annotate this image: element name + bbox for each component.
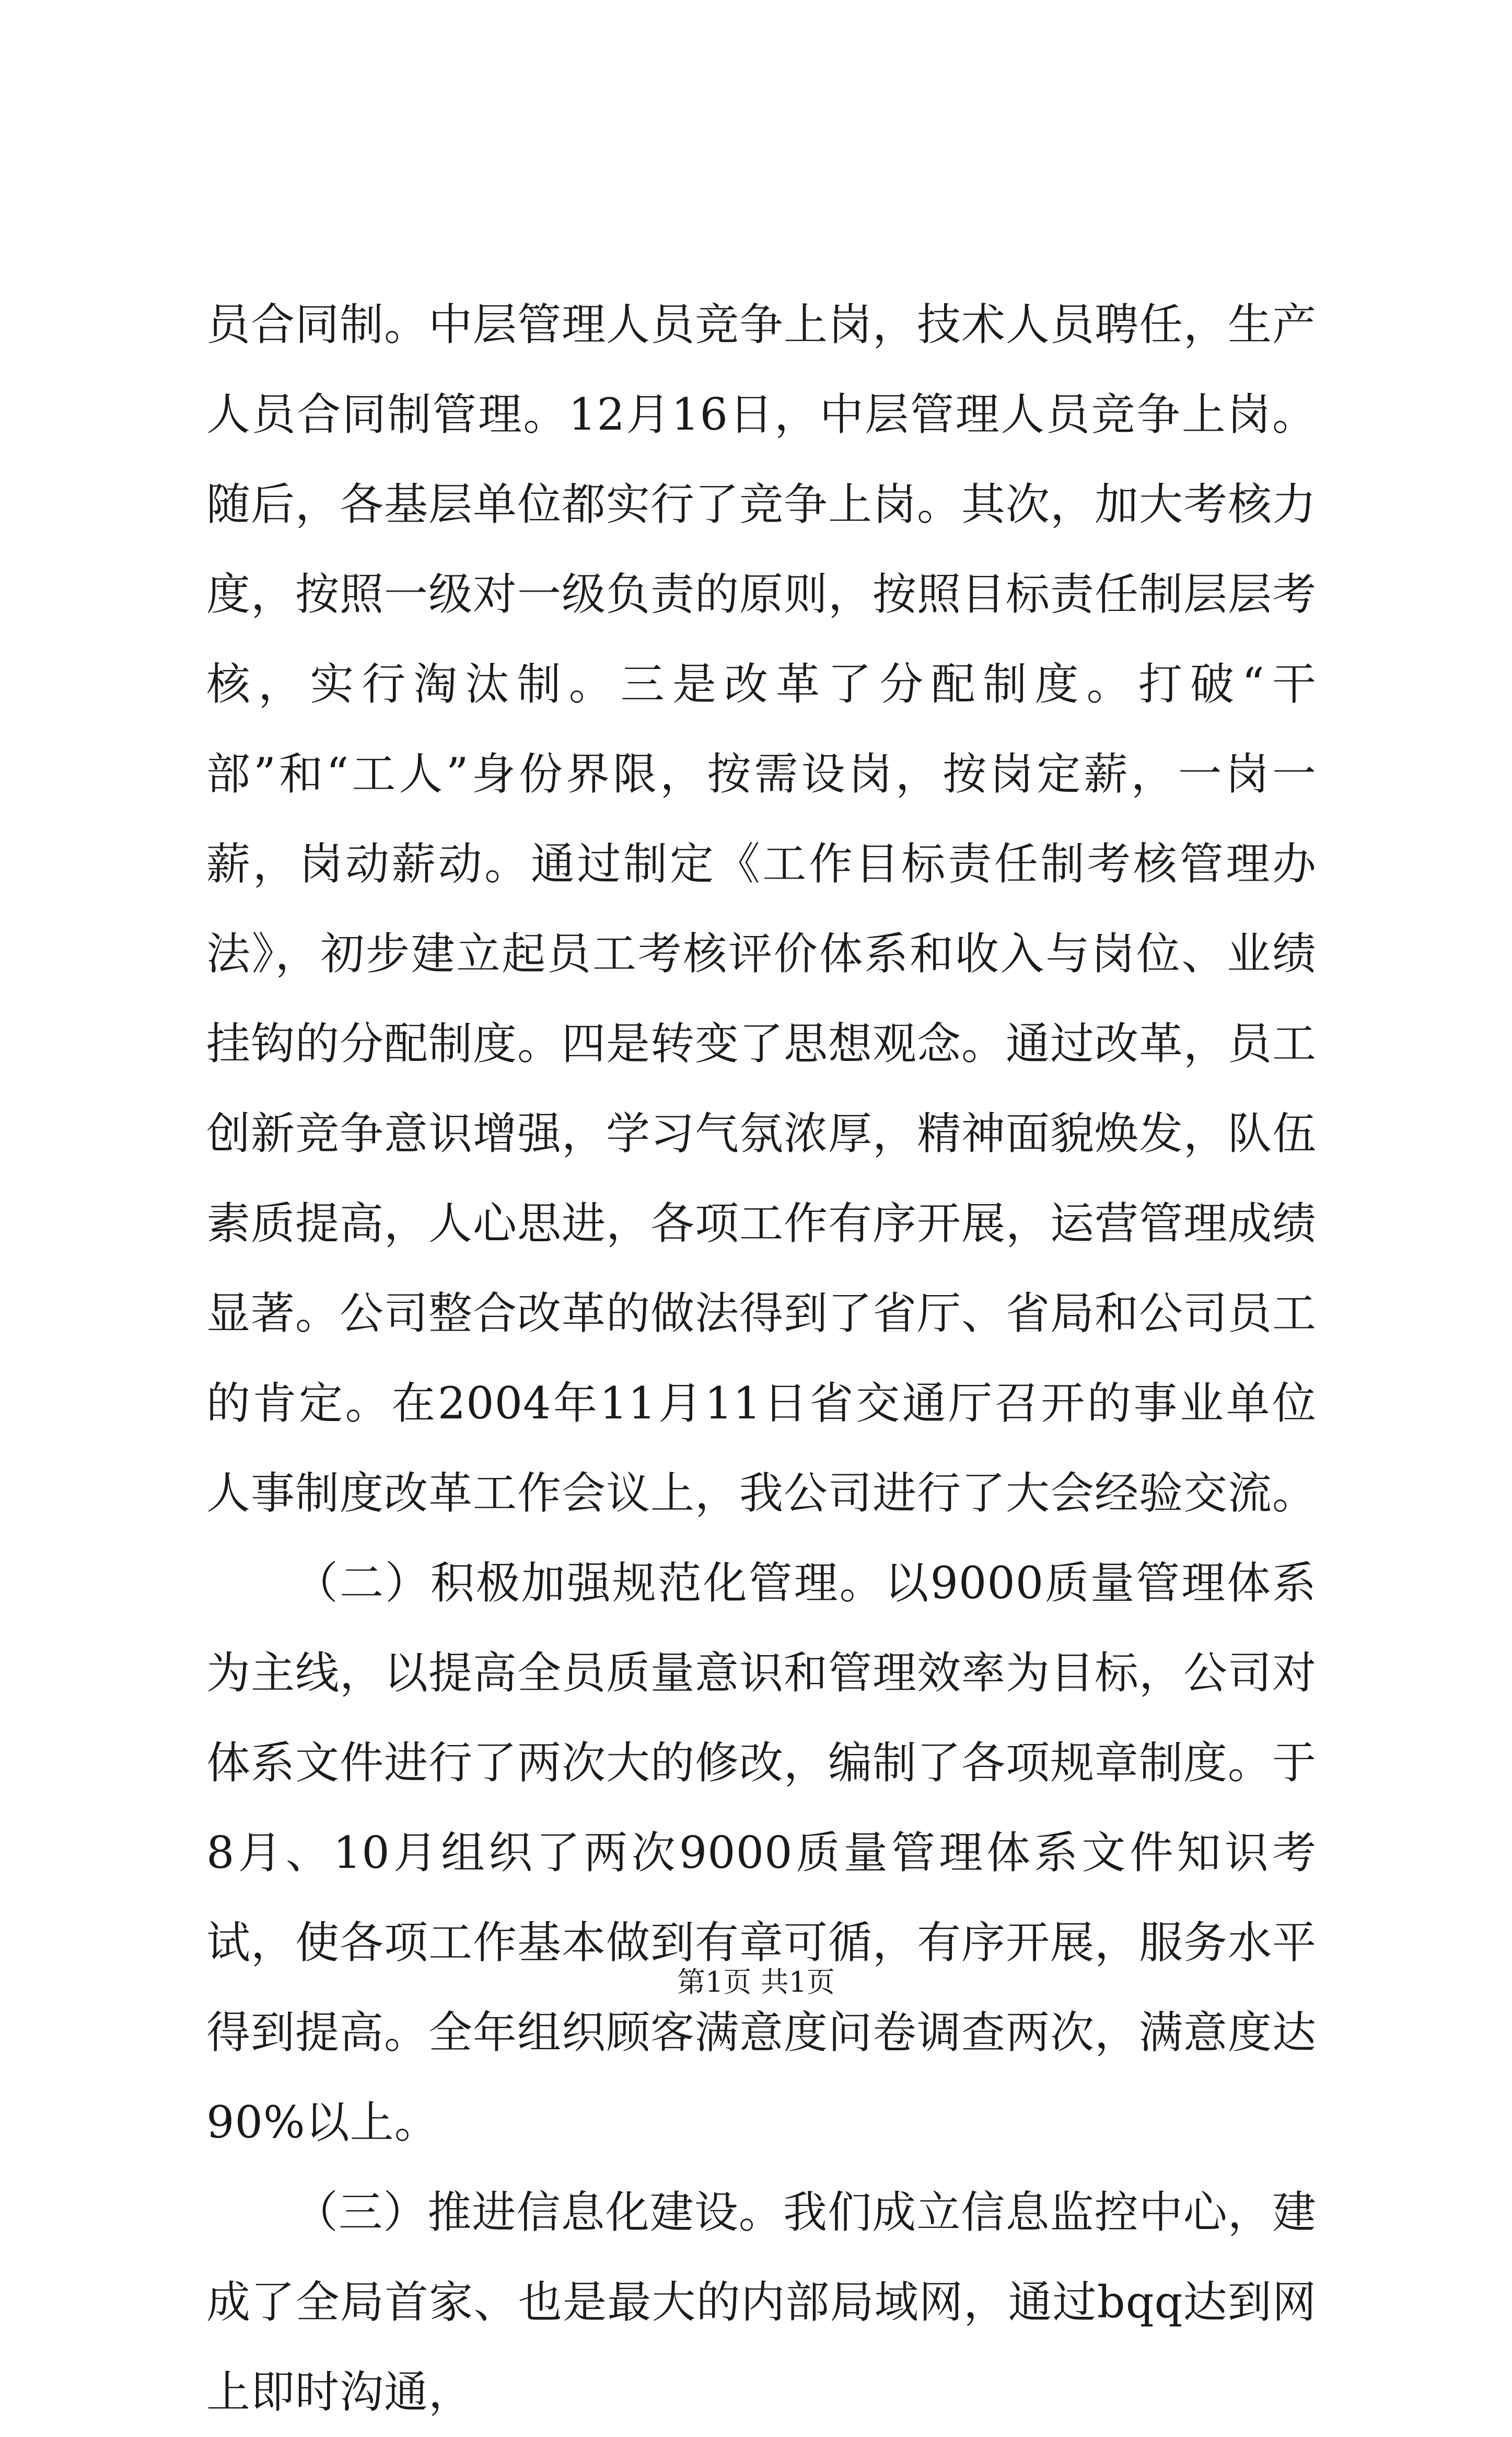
- page-footer: 第1页 共1页: [677, 1966, 835, 1999]
- paragraph-continuation: 员合同制。中层管理人员竞争上岗，技术人员聘任，生产人员合同制管理。12月16日，中层管理人员竞争上岗。随后，各基层单位都实行了竞争上岗。其次，加大考核力度，按照一级对一级负责的原则，按照目标责任制层层考核，实行淘汰制。三是改革了分配制度。打破“干部”和“工人”身份界限，按需设岗，按岗定薪，一岗一薪，岗动薪动。通过制定《工作目标责任制考核管理办法》，初步建立起员工考核评价体系和收入与岗位、业绩挂钩的分配制度。四是转变了思想观念。通过改革，员工创新竞争意识增强，学习气氛浓厚，精神面貌焕发，队伍素质提高，人心思进，各项工作有序开展，运营管理成绩显著。公司整合改革的做法得到了省厅、省局和公司员工的肯定。在2004年11月11日省交通厅召开的事业单位人事制度改革工作会议上，我公司进行了大会经验交流。: [206, 299, 1317, 1519]
- paragraph-section-three: （三）推进信息化建设。我们成立信息监控中心，建成了全局首家、也是最大的内部局域网，通过bqq达到网上即时沟通，: [206, 2187, 1317, 2418]
- paragraph-section-two: （二）积极加强规范化管理。以9000质量管理体系为主线，以提高全员质量意识和管理效率为目标，公司对体系文件进行了两次大的修改，编制了各项规章制度。于8月、10月组织了两次9000质量管理体系文件知识考试，使各项工作基本做到有章可循，有序开展，服务水平得到提高。全年组织顾客满意度问卷调查两次，满意度达90%以上。: [206, 1557, 1317, 2148]
- document-body: [206, 280, 1317, 2437]
